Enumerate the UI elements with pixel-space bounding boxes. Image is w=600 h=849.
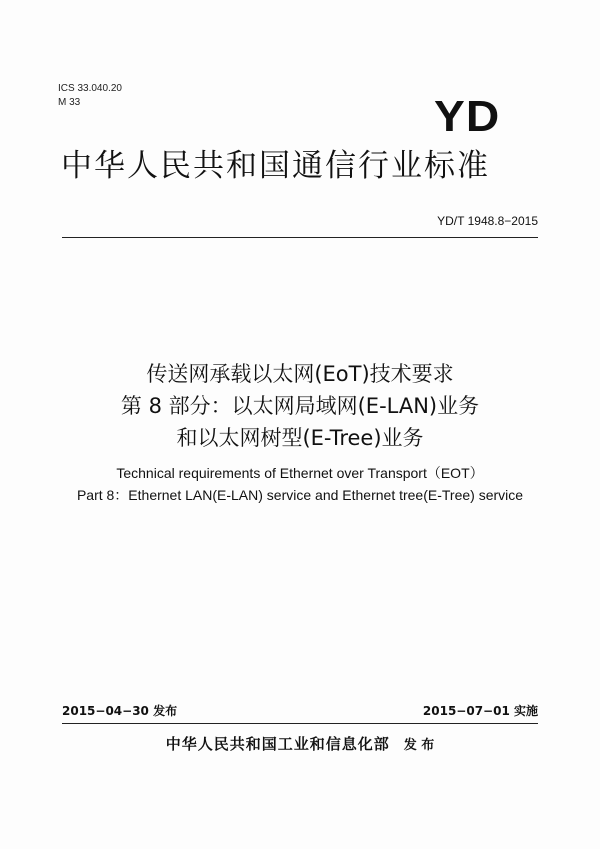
yd-logo: YD — [434, 92, 501, 141]
publisher-organization: 中华人民共和国工业和信息化部 — [165, 735, 390, 753]
english-title-line-2: Part 8：Ethernet LAN(E-LAN) service and Ethernet tree(E-Tree) service — [76, 487, 524, 503]
chinese-title-line-1: 传送网承载以太网(EoT)技术要求 — [146, 362, 454, 386]
chinese-title-line-3: 和以太网树型(E-Tree)业务 — [176, 426, 424, 450]
chinese-title — [0, 358, 600, 454]
organization-title: 中华人民共和国通信行业标准 — [61, 148, 490, 184]
english-title-line-1: Technical requirements of Ethernet over Transport（EOT） — [116, 465, 484, 481]
ics-code: ICS 33.040.20 — [58, 83, 122, 94]
chinese-title-line-2: 第 8 部分：以太网局域网(E-LAN)业务 — [120, 394, 480, 418]
bottom-divider — [62, 723, 538, 724]
issue-date: 2015−04−30 发布 — [62, 704, 178, 718]
ccs-code: M 33 — [58, 97, 81, 108]
classification-codes — [58, 82, 122, 110]
implementation-date: 2015−07−01 实施 — [422, 704, 538, 718]
top-divider — [62, 237, 538, 238]
standard-number: YD/T 1948.8−2015 — [437, 214, 538, 228]
english-title — [0, 462, 600, 506]
publisher — [0, 733, 600, 757]
publisher-action: 发 布 — [403, 738, 435, 753]
